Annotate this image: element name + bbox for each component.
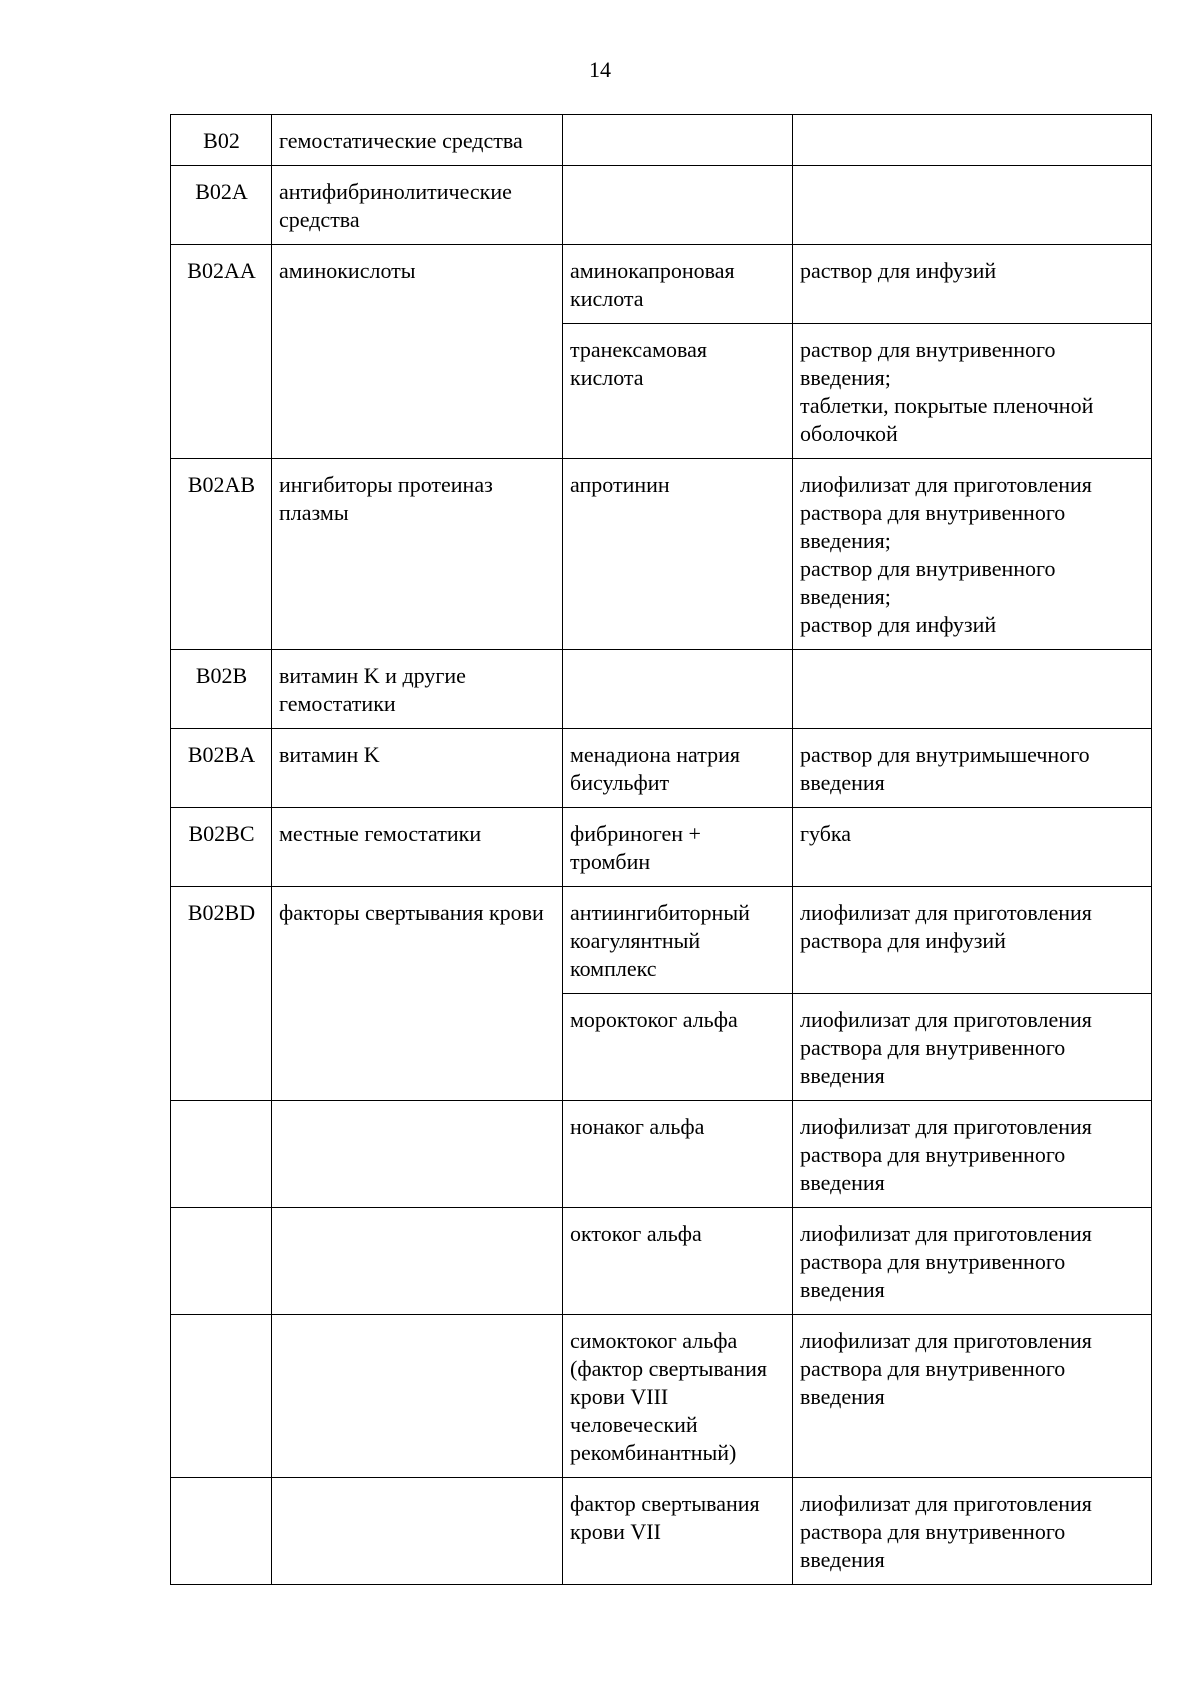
atc-code-cell (171, 1478, 272, 1585)
table-row (171, 887, 1152, 994)
atc-code-cell: B02BC (171, 808, 272, 887)
dosage-form: лиофилизат для приготовления раствора для внутривенного введения; (800, 472, 1092, 553)
group-cell: витамин K и другие гемостатики (272, 650, 563, 729)
group-cell (272, 1315, 563, 1478)
drug-cell (563, 166, 793, 245)
table-row (171, 166, 1152, 245)
group-cell: ингибиторы протеиназ плазмы (272, 459, 563, 650)
drug-cell: мороктоког альфа (563, 994, 793, 1101)
dosage-form: раствор для внутривенного введения; (800, 337, 1056, 390)
dosage-form: таблетки, покрытые пленочной оболочкой (800, 393, 1094, 446)
dosage-form: губка (800, 821, 852, 846)
dosage-form-cell (793, 166, 1152, 245)
table-row (171, 245, 1152, 324)
group-cell: витамин K (272, 729, 563, 808)
dosage-form-cell (793, 245, 1152, 324)
drug-cell: транексамовая кислота (563, 324, 793, 459)
group-cell: аминокислоты (272, 245, 563, 459)
dosage-form: лиофилизат для приготовления раствора для инфузий (800, 900, 1092, 953)
atc-code-cell: B02BD (171, 887, 272, 1101)
table-row (171, 459, 1152, 650)
table-row (171, 729, 1152, 808)
table-row (171, 1101, 1152, 1208)
dosage-form: лиофилизат для приготовления раствора для внутривенного введения (800, 1007, 1092, 1088)
drug-cell (563, 115, 793, 166)
drug-cell (563, 650, 793, 729)
dosage-form: раствор для инфузий (800, 612, 997, 637)
group-cell: гемостатические средства (272, 115, 563, 166)
group-cell (272, 1478, 563, 1585)
group-cell (272, 1101, 563, 1208)
dosage-form-cell (793, 1208, 1152, 1315)
dosage-form: лиофилизат для приготовления раствора для внутривенного введения (800, 1221, 1092, 1302)
table-row (171, 1478, 1152, 1585)
dosage-form: лиофилизат для приготовления раствора для внутривенного введения (800, 1114, 1092, 1195)
dosage-form: лиофилизат для приготовления раствора для внутривенного введения (800, 1328, 1092, 1409)
group-cell (272, 1208, 563, 1315)
dosage-form: раствор для внутривенного введения; (800, 556, 1056, 609)
table-body (171, 115, 1152, 1585)
atc-code-cell: B02BA (171, 729, 272, 808)
dosage-form: лиофилизат для приготовления раствора для внутривенного введения (800, 1491, 1092, 1572)
drug-cell: нонаког альфа (563, 1101, 793, 1208)
drug-cell: апротинин (563, 459, 793, 650)
table-row (171, 1315, 1152, 1478)
group-cell: местные гемостатики (272, 808, 563, 887)
group-cell: антифибринолитические средства (272, 166, 563, 245)
dosage-form-cell (793, 1478, 1152, 1585)
atc-code-cell: B02AA (171, 245, 272, 459)
dosage-form: раствор для инфузий (800, 258, 997, 283)
drug-cell: фактор свертывания крови VII (563, 1478, 793, 1585)
dosage-form-cell (793, 994, 1152, 1101)
atc-code-cell (171, 1208, 272, 1315)
table-row (171, 115, 1152, 166)
dosage-form-cell (793, 1101, 1152, 1208)
dosage-form-cell (793, 887, 1152, 994)
dosage-form-cell (793, 459, 1152, 650)
drug-table (170, 114, 1152, 1585)
dosage-form-cell (793, 324, 1152, 459)
drug-cell: аминокапроновая кислота (563, 245, 793, 324)
drug-cell: антиингибиторный коагулянтный комплекс (563, 887, 793, 994)
table-row (171, 808, 1152, 887)
page-number: 14 (589, 57, 611, 82)
drug-cell: симоктоког альфа (фактор свертывания крови VIII человеческий рекомбинантный) (563, 1315, 793, 1478)
drug-cell: менадиона натрия бисульфит (563, 729, 793, 808)
dosage-form-cell (793, 808, 1152, 887)
atc-code-cell (171, 1101, 272, 1208)
dosage-form-cell (793, 650, 1152, 729)
atc-code-cell: B02B (171, 650, 272, 729)
atc-code-cell: B02A (171, 166, 272, 245)
dosage-form-cell (793, 115, 1152, 166)
table-row (171, 1208, 1152, 1315)
atc-code-cell: B02 (171, 115, 272, 166)
table-row (171, 650, 1152, 729)
dosage-form-cell (793, 1315, 1152, 1478)
dosage-form: раствор для внутримышечного введения (800, 742, 1090, 795)
drug-cell: фибриноген + тромбин (563, 808, 793, 887)
dosage-form-cell (793, 729, 1152, 808)
atc-code-cell: B02AB (171, 459, 272, 650)
group-cell: факторы свертывания крови (272, 887, 563, 1101)
drug-cell: октоког альфа (563, 1208, 793, 1315)
atc-code-cell (171, 1315, 272, 1478)
